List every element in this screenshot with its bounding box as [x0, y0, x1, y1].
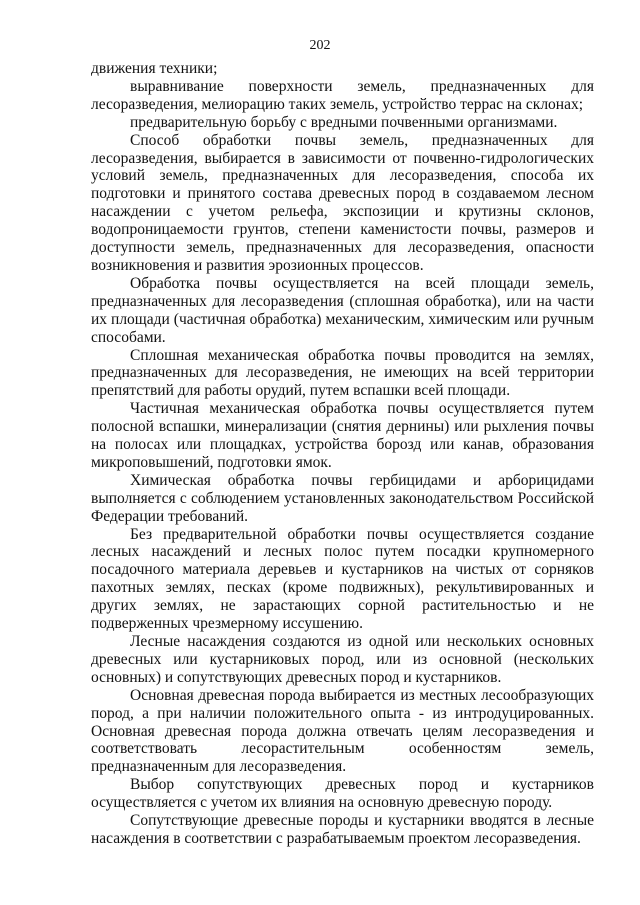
paragraph: Частичная механическая обработка почвы осуществляется путем полосной вспашки, минерализации (снятия дернины) или рыхления почвы на полосах или площадках, устройства борозд или канав, образования микроповышений, подготовки ямок. — [91, 400, 594, 471]
paragraph: Лесные насаждения создаются из одной или нескольких основных древесных или кустарниковых пород, или из основной (нескольких основных) и сопутствующих древесных пород и кустарников. — [91, 633, 594, 686]
paragraph: Сопутствующие древесные породы и кустарники вводятся в лесные насаждения в соответствии с разрабатываемым проектом лесоразведения. — [91, 812, 594, 847]
paragraph: Выбор сопутствующих древесных пород и кустарников осуществляется с учетом их влияния на основную древесную породу. — [91, 776, 594, 812]
paragraph: Без предварительной обработки почвы осуществляется создание лесных насаждений и лесных полос путем посадки крупномерного посадочного материала деревьев и кустарников на чистых от сорняков пахотных землях, песках (кроме подвижных), рекультивированных и других землях, не зарастающих сорной растительностью и не подверженных чрезмерному иссушению. — [91, 525, 594, 633]
paragraph: Сплошная механическая обработка почвы проводится на землях, предназначенных для лесоразведения, не имеющих на всей территории препятствий для работы орудий, путем вспашки всей площади. — [91, 346, 594, 400]
paragraph: Основная древесная порода выбирается из местных лесообразующих пород, а при наличии положительного опыта - из интродуцированных. Основная древесная порода должна отвечать целям лесоразведения и соответствовать лесорастительным особенностям земель, предназначенным для лесоразведения. — [91, 686, 594, 776]
paragraph: Обработка почвы осуществляется на всей площади земель, предназначенных для лесоразведения (сплошная обработка), или на части их площади (частичная обработка) механическим, химическим или ручным способами. — [91, 274, 594, 346]
paragraph: Химическая обработка почвы гербицидами и арборицидами выполняется с соблюдением установленных законодательством Российской Федерации требований. — [91, 471, 594, 525]
paragraph-continuation: движения техники; — [91, 60, 218, 77]
paragraph-list-item: предварительную борьбу с вредными почвенными организмами. — [130, 113, 558, 131]
paragraph: Способ обработки почвы земель, предназначенных для лесоразведения, выбирается в зависимости от почвенно-гидрологических условий земель, предназначенных для лесоразведения, способа их подготовки и принятого состава древесных пород в создаваемом лесном насаждении с учетом рельефа, экспозиции и крутизны склонов, водопроницаемости грунтов, степени каменистости почвы, размеров и доступности земель, предназначенных для лесоразведения, опасности возникновения и развития эрозионных процессов. — [91, 131, 594, 274]
document-body — [91, 60, 594, 848]
page-number: 202 — [309, 38, 331, 53]
paragraph-list-item: выравнивание поверхности земель, предназначенных для лесоразведения, мелиорацию таких земель, устройство террас на склонах; — [91, 77, 594, 113]
